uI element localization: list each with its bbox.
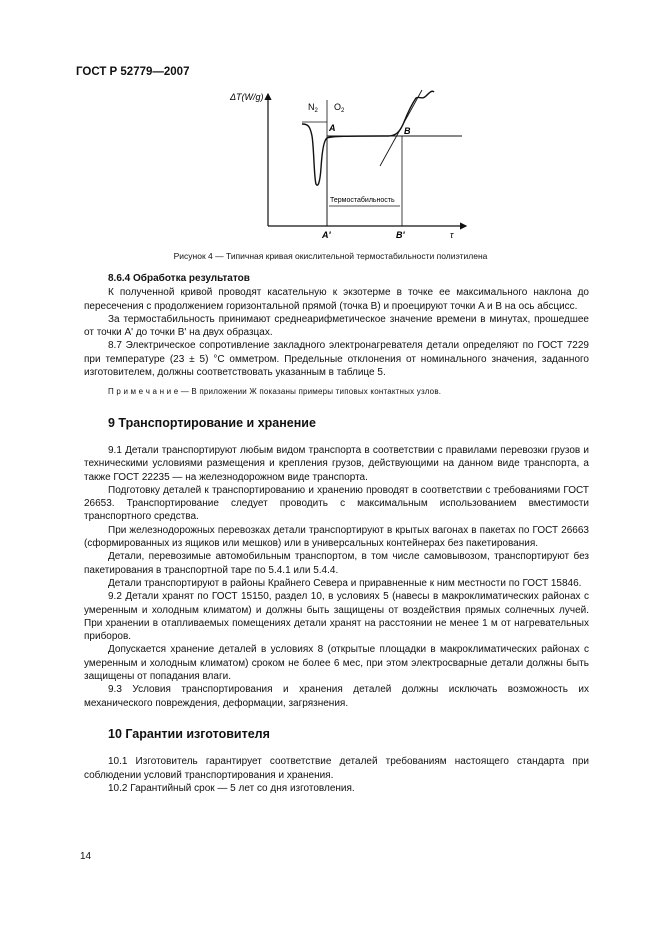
section-10-title: 10 Гарантии изготовителя xyxy=(108,726,270,741)
section-87-paragraph: 8.7 Электрическое сопротивление закладного электронагревателя детали определяют по ГОСТ 7229 при температуре (23 ± 5) °С омметром. Предельные отклонения от номинального значения, заданного изготовителем, должны соответствовать указанным в таблице 5. xyxy=(84,340,589,379)
point-b-label: B xyxy=(404,126,411,136)
section-9-paragraph: Подготовку деталей к транспортированию и хранению проводят в соответствии с требованиями ГОСТ 26653. Транспортирование следует проводить с максимальным использованием вместимости транспортного средства. xyxy=(84,484,589,523)
section-9-paragraph: При железнодорожных перевозках детали транспортируют в крытых вагонах в пакетах по ГОСТ 26663 (сформированных из ящиков или мешков) или в универсальных контейнерах без пакетирования. xyxy=(84,524,589,550)
page-number: 14 xyxy=(80,851,92,862)
o2-label: $O_2$ xyxy=(334,102,345,114)
section-864-title: 8.6.4 Обработка результатов xyxy=(108,273,250,284)
point-a-label: A xyxy=(329,123,336,133)
section-9-paragraph: 9.1 Детали транспортируют любым видом транспорта в соответствии с правилами перевозки грузов и техническими условиями размещения и крепления грузов, действующими на данном виде транспорта, а также ГОСТ 22235 — на железнодорожном виде транспорта. xyxy=(84,444,589,483)
section-9-paragraph: 9.2 Детали хранят по ГОСТ 15150, раздел 10, в условиях 5 (навесы в макроклиматических районах с умеренным и холодным климатом) и должны быть защищены от воздействия прямых солнечных лучей. При хранении в отапливаемых помещениях детали хранят на расстоянии не менее 1 м от нагревательных приборов. xyxy=(84,591,589,643)
y-axis-label: ΔT(W/g) xyxy=(230,92,264,102)
document-body xyxy=(84,272,589,795)
section-9-paragraph: Детали, перевозимые автомобильным транспортом, в том числе самовывозом, транспортируют без пакетирования в транспортной таре по 5.4.1 или 5.4.4. xyxy=(84,551,589,576)
tangent-line xyxy=(380,90,422,166)
n2-label: $N_2$ xyxy=(308,102,318,114)
section-9-paragraph: Допускается хранение деталей в условиях 8 (открытые площадки в макроклиматических районах с умеренным и холодным климатом) сроком не более 6 мес, при этом электросварные детали должны быть защищены от попадания влаги. xyxy=(84,644,589,683)
x-axis-label: τ xyxy=(450,230,454,240)
x-label-b: B' xyxy=(396,230,405,240)
section-864-paragraph: За термостабильность принимают среднеарифметическое значение времени в минутах, прошедшее от точки A' до точки B' на двух образцах. xyxy=(84,313,589,339)
note-text: П р и м е ч а н и е — В приложении Ж показаны примеры типовых контактных узлов. xyxy=(108,387,442,397)
span-label: Термостабильность xyxy=(330,197,395,204)
oxidation-stability-figure xyxy=(228,86,488,242)
section-9-paragraph: 9.3 Условия транспортирования и хранения деталей должны исключать возможность их механического повреждения, деформации, загрязнения. xyxy=(84,684,589,709)
thermal-curve xyxy=(302,91,434,185)
section-9-paragraph: Детали транспортируют в районы Крайнего Севера и приравненные к ним местности по ГОСТ 15846. xyxy=(108,577,582,589)
document-header: ГОСТ Р 52779—2007 xyxy=(76,66,190,78)
figure-caption: Рисунок 4 — Типичная кривая окислительной термостабильности полиэтилена xyxy=(173,251,488,261)
section-10-paragraph: 10.1 Изготовитель гарантирует соответствие деталей требованиям настоящего стандарта при соблюдении условий транспортирования и хранения. xyxy=(84,756,589,781)
section-9-title: 9 Транспортирование и хранение xyxy=(108,415,316,430)
x-label-a: A' xyxy=(322,230,331,240)
section-864-paragraph: К полученной кривой проводят касательную к экзотерме в точке ее максимального наклона до пересечения с продолжением горизонтальной прямой (точка B) и проецируют точки A и B на ось абсцисс. xyxy=(84,287,589,312)
figure-graph xyxy=(228,86,488,242)
section-10-paragraph: 10.2 Гарантийный срок — 5 лет со дня изготовления. xyxy=(108,782,355,794)
